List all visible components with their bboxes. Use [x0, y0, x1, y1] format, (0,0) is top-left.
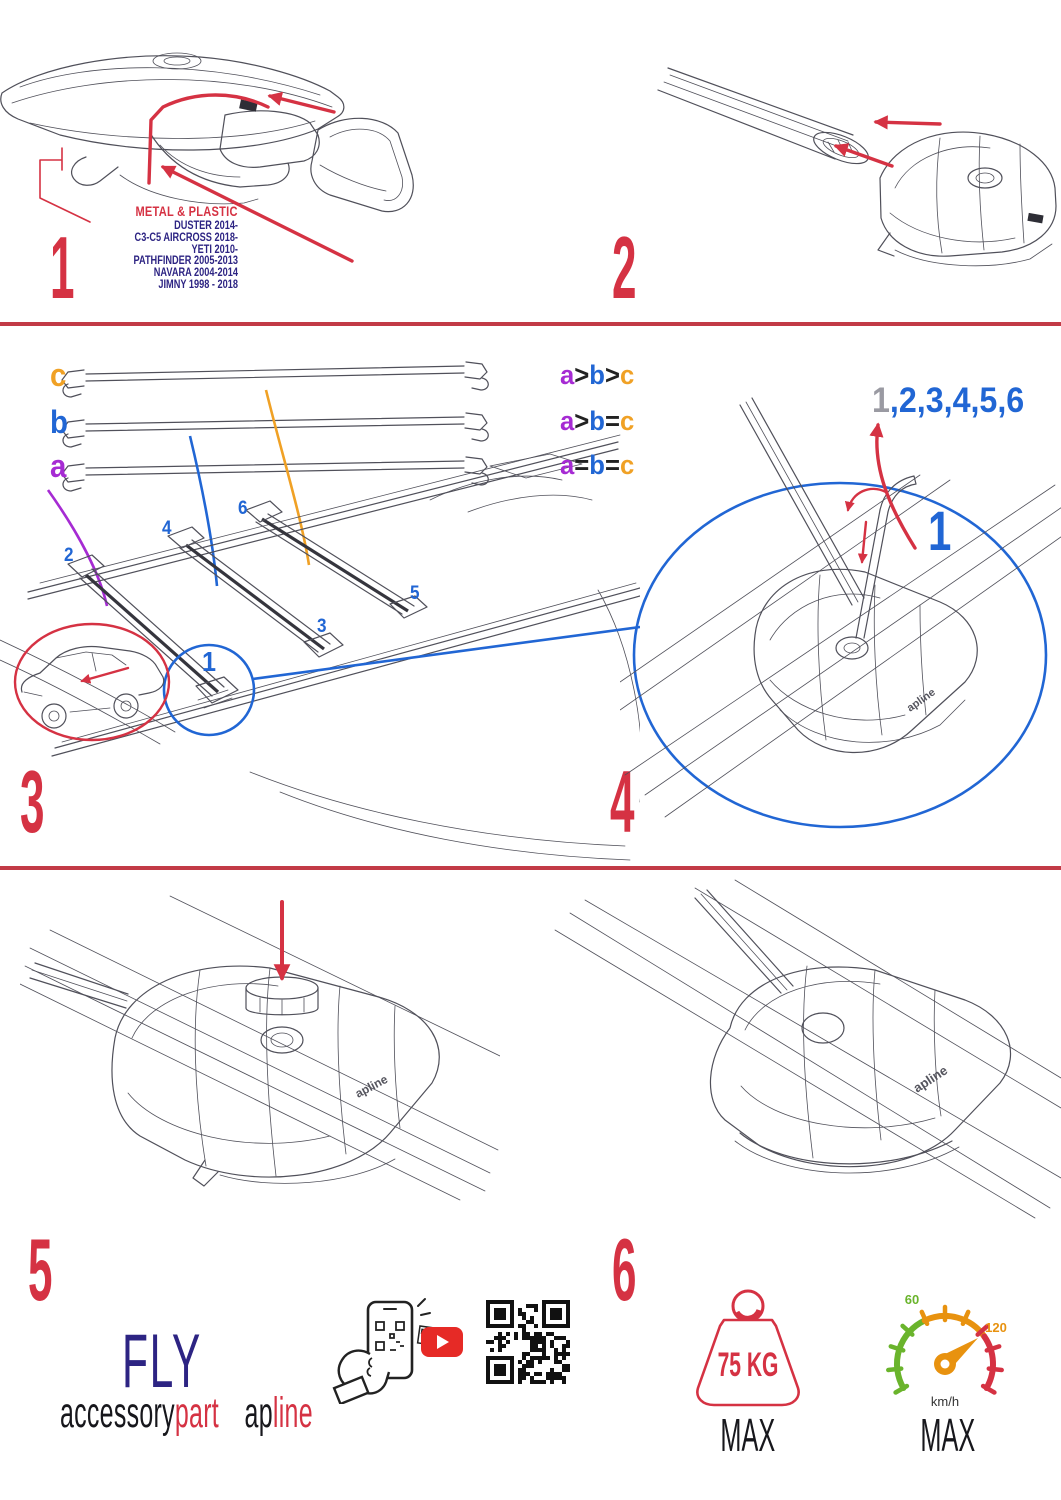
brand-ap: ap — [244, 1389, 273, 1437]
weight-max-label: MAX — [720, 1409, 776, 1461]
model-line: JIMNY 1998 - 2018 — [158, 278, 238, 291]
position-label-1: 1 — [202, 646, 217, 677]
bar-label-c: c — [50, 357, 67, 393]
step2-bar-slide-drawing — [640, 38, 1061, 293]
length-rule-1: a > b > c — [560, 360, 635, 390]
length-rule-2: a > b = c — [560, 406, 635, 436]
step-number-3: 3 — [20, 752, 45, 851]
position-label-2: 2 — [64, 545, 74, 566]
model-line: DUSTER 2014- — [174, 220, 238, 232]
section-divider-top — [0, 322, 1061, 326]
step-number-4: 4 — [610, 752, 635, 851]
step6-finished-foot-drawing — [545, 878, 1061, 1220]
position-label-5: 5 — [410, 583, 420, 604]
position-label-6: 6 — [238, 498, 248, 519]
brand-accessory: accessory — [60, 1389, 175, 1437]
brand-line: line — [272, 1389, 313, 1437]
step3-roof-install-drawing — [0, 340, 640, 864]
tighten-order-sequence: 1 ,2,3,4,5,6 — [872, 381, 1025, 420]
step4-tighten-detail-drawing — [620, 380, 1061, 840]
position-label-3: 3 — [317, 616, 327, 637]
step-number-5: 5 — [28, 1220, 53, 1319]
weight-value: 75 KG — [717, 1344, 779, 1384]
max-weight-icon — [678, 1284, 818, 1412]
foot-logo-text: apline — [352, 1072, 391, 1101]
model-line: PATHFINDER 2005-2013 — [133, 255, 238, 268]
bar-label-b: b — [50, 404, 68, 440]
brand-wordmark — [60, 1389, 313, 1437]
step1-vehicle-list — [88, 203, 238, 292]
speed-high-label: 120 — [985, 1320, 1007, 1335]
step-number-2: 2 — [612, 218, 637, 317]
model-line: YETI 2010- — [191, 243, 238, 256]
qr-code — [486, 1300, 570, 1384]
position-label-4: 4 — [162, 518, 172, 539]
speed-low-label: 60 — [904, 1292, 920, 1307]
foot-logo-text: apline — [910, 1062, 951, 1096]
brand-part: part — [174, 1389, 220, 1437]
step-number-1: 1 — [50, 218, 75, 317]
step5-cap-drawing — [20, 888, 500, 1210]
section-divider-bottom — [0, 866, 1061, 870]
foot-logo-text: apline — [904, 686, 938, 715]
speed-max-label: MAX — [920, 1409, 976, 1461]
max-speed-icon — [882, 1286, 1014, 1410]
model-line: NAVARA 2004-2014 — [153, 267, 238, 280]
youtube-icon — [420, 1326, 464, 1358]
model-line: C3-C5 AIRCROSS 2018- — [134, 231, 238, 244]
callout-number-1: 1 — [928, 499, 952, 562]
material-note: METAL & PLASTIC — [135, 204, 238, 219]
bar-label-a: a — [50, 448, 67, 484]
length-rule-3: a = b = c — [560, 450, 635, 480]
speed-unit-label: km/h — [930, 1394, 960, 1409]
product-name: FLY — [122, 1319, 202, 1404]
step-number-6: 6 — [612, 1220, 637, 1319]
